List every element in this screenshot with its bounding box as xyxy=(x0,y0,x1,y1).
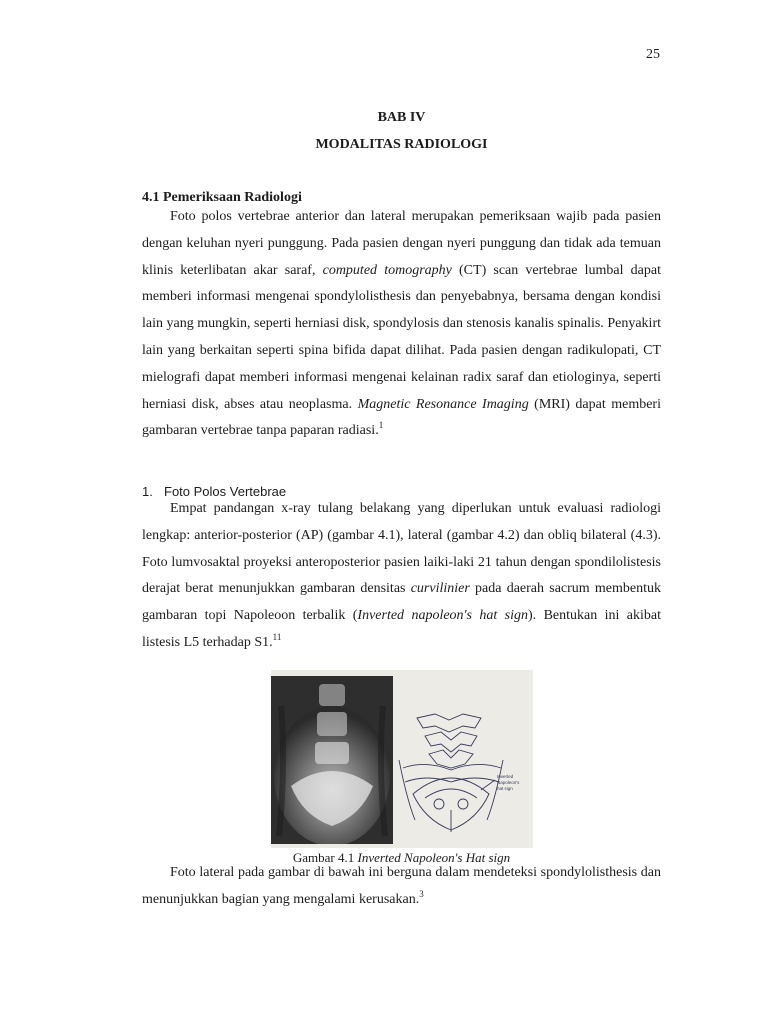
section-heading: 4.1 Pemeriksaan Radiologi xyxy=(142,190,302,205)
chapter-label: BAB IV xyxy=(377,110,426,125)
annotation-line-2: Napoleon's xyxy=(497,780,520,785)
subsection-number: 1. xyxy=(142,484,153,499)
paragraph-text: Empat pandangan x-ray tulang belakang yang diperlukan untuk evaluasi radiologi lengkap: anterior-posterior (AP) (gambar 4.1), lateral (gambar 4.2) dan obliq bilateral (4.3). Foto lumvosaktal proyeksi anteroposterior pasien laiki-laki 21 tahun dengan spondilolistesis derajat berat menunjukkan gambaran densitas xyxy=(142,501,661,597)
figure-napoleon-hat xyxy=(271,670,533,848)
italic-term: Inverted napoleon's hat sign xyxy=(357,608,529,624)
reference-superscript: 3 xyxy=(419,888,424,899)
paragraph-text: Foto lateral pada gambar di bawah ini berguna dalam mendeteksi spondylolisthesis dan menunjukkan bagian yang mengalami kerusakan. xyxy=(142,865,661,907)
italic-term: Magnetic Resonance Imaging xyxy=(357,396,529,412)
italic-term: computed tomography xyxy=(322,262,452,278)
diagram-drawing xyxy=(395,670,533,848)
subsection-title: Foto Polos Vertebrae xyxy=(164,484,287,499)
paragraph-text: Foto polos vertebrae anterior dan lateral merupakan pemeriksaan wajib pada pasien dengan keluhan nyeri punggung. Pada pasien dengan nyeri punggung dan tidak ada temuan klinis keterlibatan akar saraf, xyxy=(142,209,661,278)
reference-superscript: 11 xyxy=(272,631,282,642)
chapter-title: MODALITAS RADIOLOGI xyxy=(315,137,488,152)
paragraph-text: ). Bentukan ini akibat listesis L5 terhadap S1. xyxy=(142,608,662,650)
caption-prefix: Gambar 4.1 xyxy=(292,850,358,865)
annotation-line-1: Inverted xyxy=(497,774,514,779)
paragraph-foto-lateral xyxy=(142,860,661,914)
caption-italic: Inverted Napoleon's Hat sign xyxy=(357,850,511,865)
reference-superscript: 1 xyxy=(378,420,384,431)
paragraph-intro xyxy=(142,204,661,445)
paragraph-text: (CT) scan vertebrae lumbal dapat memberi informasi mengenai spondylolisthesis dan penyebabnya, bersama dengan kondisi lain yang mungkin, seperti herniasi disk, spondylosis dan stenosis kanalis spinalis. Penyakirt lain yang berkaitan seperti spina bifida dapat dilihat. Pada pasien dengan radikulopati, CT mielografi dapat memberi informasi mengenai kelainan radix saraf dan etiologinya, seperti herniasi disk, abses atau neoplasma. xyxy=(142,262,661,412)
page-number: 25 xyxy=(646,47,660,62)
paragraph-foto-polos xyxy=(142,496,661,657)
xray-image xyxy=(271,676,393,844)
italic-term: curvilinier xyxy=(410,581,470,597)
paragraph-text: (MRI) dapat memberi gambaran vertebrae tanpa paparan radiasi. xyxy=(142,396,661,439)
paragraph-text: pada daerah sacrum membentuk gambaran topi Napoleoon terbalik ( xyxy=(142,581,661,624)
annotation-line-3: hat sign xyxy=(497,786,513,791)
